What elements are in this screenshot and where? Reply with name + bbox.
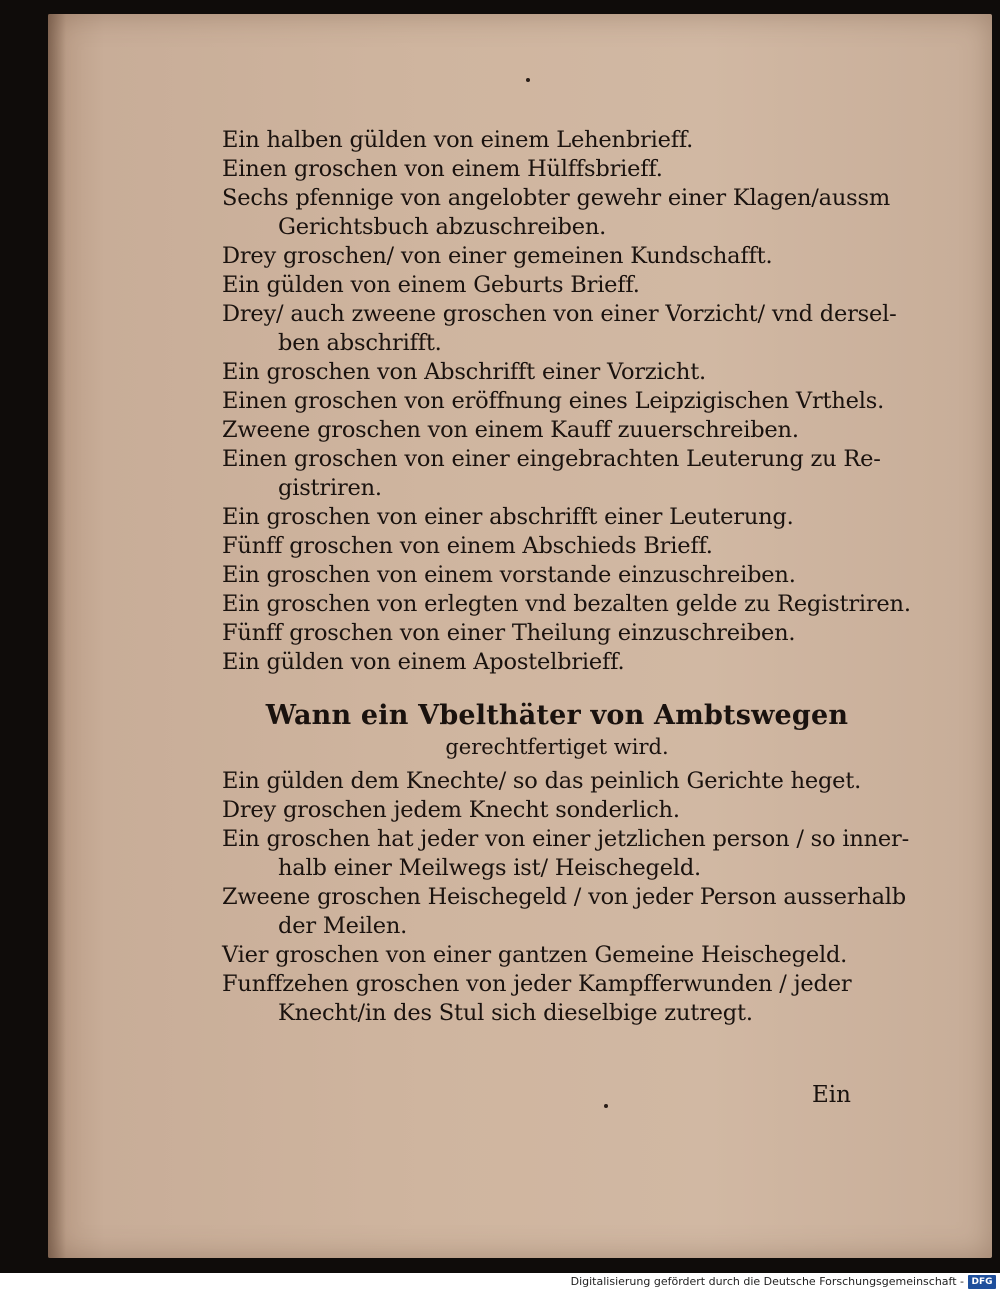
- ink-speck: [526, 78, 530, 82]
- fee-entry: [222, 416, 922, 445]
- fee-list-part-2: [222, 767, 922, 1028]
- footer-credit: Digitalisierung gefördert durch die Deutsche Forschungsgemeinschaft -: [570, 1275, 964, 1288]
- fee-entry: [222, 941, 922, 970]
- entry-line: Ein groschen von erlegten vnd bezalten gelde zu Registriren.: [222, 591, 911, 617]
- section-heading: Wann ein Vbelthäter von Ambtswegen: [265, 700, 849, 731]
- fee-entry: [222, 767, 922, 796]
- entry-line: Fünff groschen von einer Theilung einzuschreiben.: [222, 620, 796, 646]
- entry-line: Ein gülden von einem Geburts Brieff.: [222, 272, 640, 298]
- fee-entry: [222, 445, 922, 503]
- fee-entry: [222, 184, 922, 242]
- entry-line: Einen groschen von einer eingebrachten Leuterung zu Re-: [222, 446, 881, 472]
- entry-line: Funffzehen groschen von jeder Kampfferwunden / jeder: [222, 971, 852, 997]
- section-subheading: gerechtfertiget wird.: [445, 735, 669, 759]
- fee-list-part-1: [222, 126, 922, 677]
- page-text: [222, 126, 922, 1028]
- entry-line: Einen groschen von einem Hülffsbrieff.: [222, 156, 663, 182]
- fee-entry: [222, 155, 922, 184]
- entry-line: Ein groschen von einem vorstande einzuschreiben.: [222, 562, 796, 588]
- fee-entry: [222, 300, 922, 358]
- fee-entry: [222, 825, 922, 883]
- entry-line: Ein halben gülden von einem Lehenbrieff.: [222, 127, 694, 153]
- fee-entry: [222, 387, 922, 416]
- fee-entry: [222, 126, 922, 155]
- entry-continuation-line: gistriren.: [278, 475, 382, 501]
- fee-entry: [222, 532, 922, 561]
- entry-continuation-line: Knecht/in des Stul sich dieselbige zutregt.: [278, 1000, 753, 1026]
- dfg-logo: DFG: [968, 1275, 996, 1289]
- fee-entry: [222, 796, 922, 825]
- entry-line: Vier groschen von einer gantzen Gemeine Heischegeld.: [222, 942, 848, 968]
- fee-entry: [222, 883, 922, 941]
- fee-entry: [222, 358, 922, 387]
- entry-continuation-line: ben abschrifft.: [278, 330, 442, 356]
- fee-entry: [222, 561, 922, 590]
- fee-entry: [222, 271, 922, 300]
- entry-continuation-line: Gerichtsbuch abzuschreiben.: [278, 214, 607, 240]
- entry-line: Zweene groschen Heischegeld / von jeder Person ausserhalb: [222, 884, 907, 910]
- fee-entry: [222, 503, 922, 532]
- entry-continuation-line: der Meilen.: [278, 913, 408, 939]
- entry-line: Ein gülden von einem Apostelbrieff.: [222, 649, 625, 675]
- fee-entry: [222, 648, 922, 677]
- ink-speck: [604, 1104, 608, 1108]
- page-gutter-shadow: [48, 14, 66, 1258]
- fee-entry: [222, 619, 922, 648]
- entry-line: Drey groschen/ von einer gemeinen Kundschafft.: [222, 243, 773, 269]
- catchword: Ein: [812, 1082, 851, 1108]
- entry-line: Zweene groschen von einem Kauff zuuerschreiben.: [222, 417, 799, 443]
- entry-line: Drey/ auch zweene groschen von einer Vorzicht/ vnd dersel-: [222, 301, 897, 327]
- entry-line: Ein groschen von einer abschrifft einer Leuterung.: [222, 504, 794, 530]
- fee-entry: [222, 970, 922, 1028]
- entry-line: Ein groschen von Abschrifft einer Vorzicht.: [222, 359, 707, 385]
- fee-entry: [222, 590, 922, 619]
- fee-entry: [222, 242, 922, 271]
- entry-line: Sechs pfennige von angelobter gewehr einer Klagen/aussm: [222, 185, 891, 211]
- entry-line: Ein gülden dem Knechte/ so das peinlich Gerichte heget.: [222, 768, 862, 794]
- entry-continuation-line: halb einer Meilwegs ist/ Heischegeld.: [278, 855, 701, 881]
- entry-line: Drey groschen jedem Knecht sonderlich.: [222, 797, 680, 823]
- entry-line: Fünff groschen von einem Abschieds Brieff.: [222, 533, 713, 559]
- entry-line: Einen groschen von eröffnung eines Leipzigischen Vrthels.: [222, 388, 885, 414]
- footer-bar: [0, 1273, 1000, 1292]
- entry-line: Ein groschen hat jeder von einer jetzlichen person / so inner-: [222, 826, 909, 852]
